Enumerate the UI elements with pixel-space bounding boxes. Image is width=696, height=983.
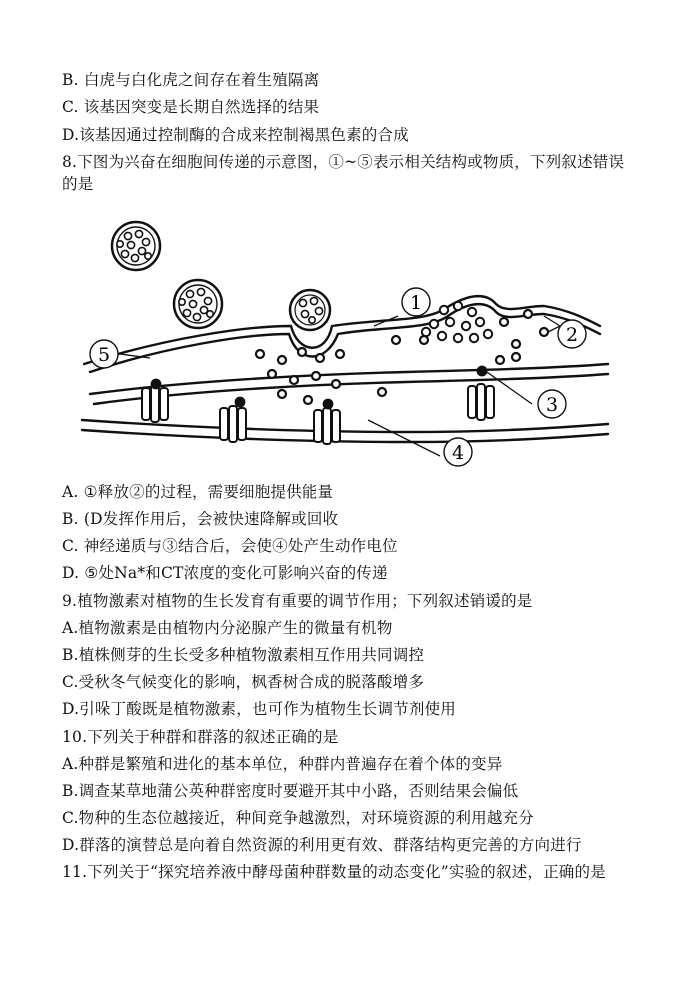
q9-option-c: C.受秋冬气候变化的影响，枫香树合成的脱落酸增多 [62, 673, 425, 691]
q9-option-b: B.植株侧芽的生长受多种植物激素相互作用共同调控 [62, 646, 425, 664]
q7-option-d: D.该基因通过控制酶的合成来控制褐黑色素的合成 [62, 126, 409, 144]
q10-option-c: C.物种的生态位越接近，种间竞争越激烈，对环境资源的利用越充分 [62, 809, 534, 827]
synaptic-vesicle-1 [112, 222, 160, 270]
q10-stem: 10.下列关于种群和群落的叙述正确的是 [62, 728, 339, 746]
receptor-3 [314, 400, 340, 444]
q8-option-b: B. (D发挥作用后，会被快速降解或回收 [62, 510, 339, 528]
fusing-vesicle [290, 290, 330, 330]
q9-option-d: D.引哚丁酸既是植物激素，也可作为植物生长调节剂使用 [62, 700, 457, 718]
q8-option-a: A. ①释放②的过程，需要细胞提供能量 [62, 483, 334, 501]
q10-option-d: D.群落的演替总是向着自然资源的利用更有效、群落结构更完善的方向进行 [62, 836, 582, 854]
receptor-2 [220, 398, 246, 442]
label-4 [444, 438, 472, 466]
label-2 [558, 320, 586, 348]
q10-option-a: A.种群是繁殖和进化的基本单位，种群内普遍存在着个体的变异 [62, 755, 503, 773]
label-1 [402, 288, 430, 316]
synapse-diagram [76, 214, 612, 472]
q7-option-c: C. 该基因突变是长期自然选择的结果 [62, 98, 320, 116]
q8-option-d: D. ⑤处Na*和CT浓度的变化可影响兴奋的传递 [62, 564, 388, 582]
q10-option-b: B.调查某草地蒲公英种群密度时要避开其中小路，否则结果会偏低 [62, 782, 519, 800]
neurotransmitter-cluster [422, 302, 492, 342]
svg-text:4: 4 [451, 442, 465, 464]
label-5 [90, 340, 118, 368]
svg-text:3: 3 [545, 394, 559, 416]
svg-text:2: 2 [565, 324, 579, 346]
synaptic-vesicle-2 [174, 280, 222, 328]
q11-stem: 11.下列关于“探究培养液中酵母菌种群数量的动态变化”实验的叙述，正确的是 [62, 863, 606, 881]
q8-stem-line1: 8.下图为兴奋在细胞间传递的示意图，①~⑤表示相关结构或物质，下列叙述错误 [62, 153, 625, 171]
q7-option-b: B. 白虎与白化虎之间存在着生殖隔离 [62, 71, 320, 89]
presynaptic-membrane [84, 296, 600, 372]
label-3 [538, 390, 566, 418]
q8-option-c: C. 神经递质与③结合后，会使④处产生动作电位 [62, 537, 398, 555]
q9-option-a: A.植物激素是由植物内分泌腺产生的微量有机物 [62, 619, 393, 637]
svg-text:1: 1 [409, 292, 423, 314]
q8-stem-line2: 的是 [62, 175, 94, 193]
svg-text:5: 5 [97, 344, 111, 366]
q9-stem: 9.植物激素对植物的生长发育有重要的调节作用；下列叙述销谖的是 [62, 592, 533, 610]
